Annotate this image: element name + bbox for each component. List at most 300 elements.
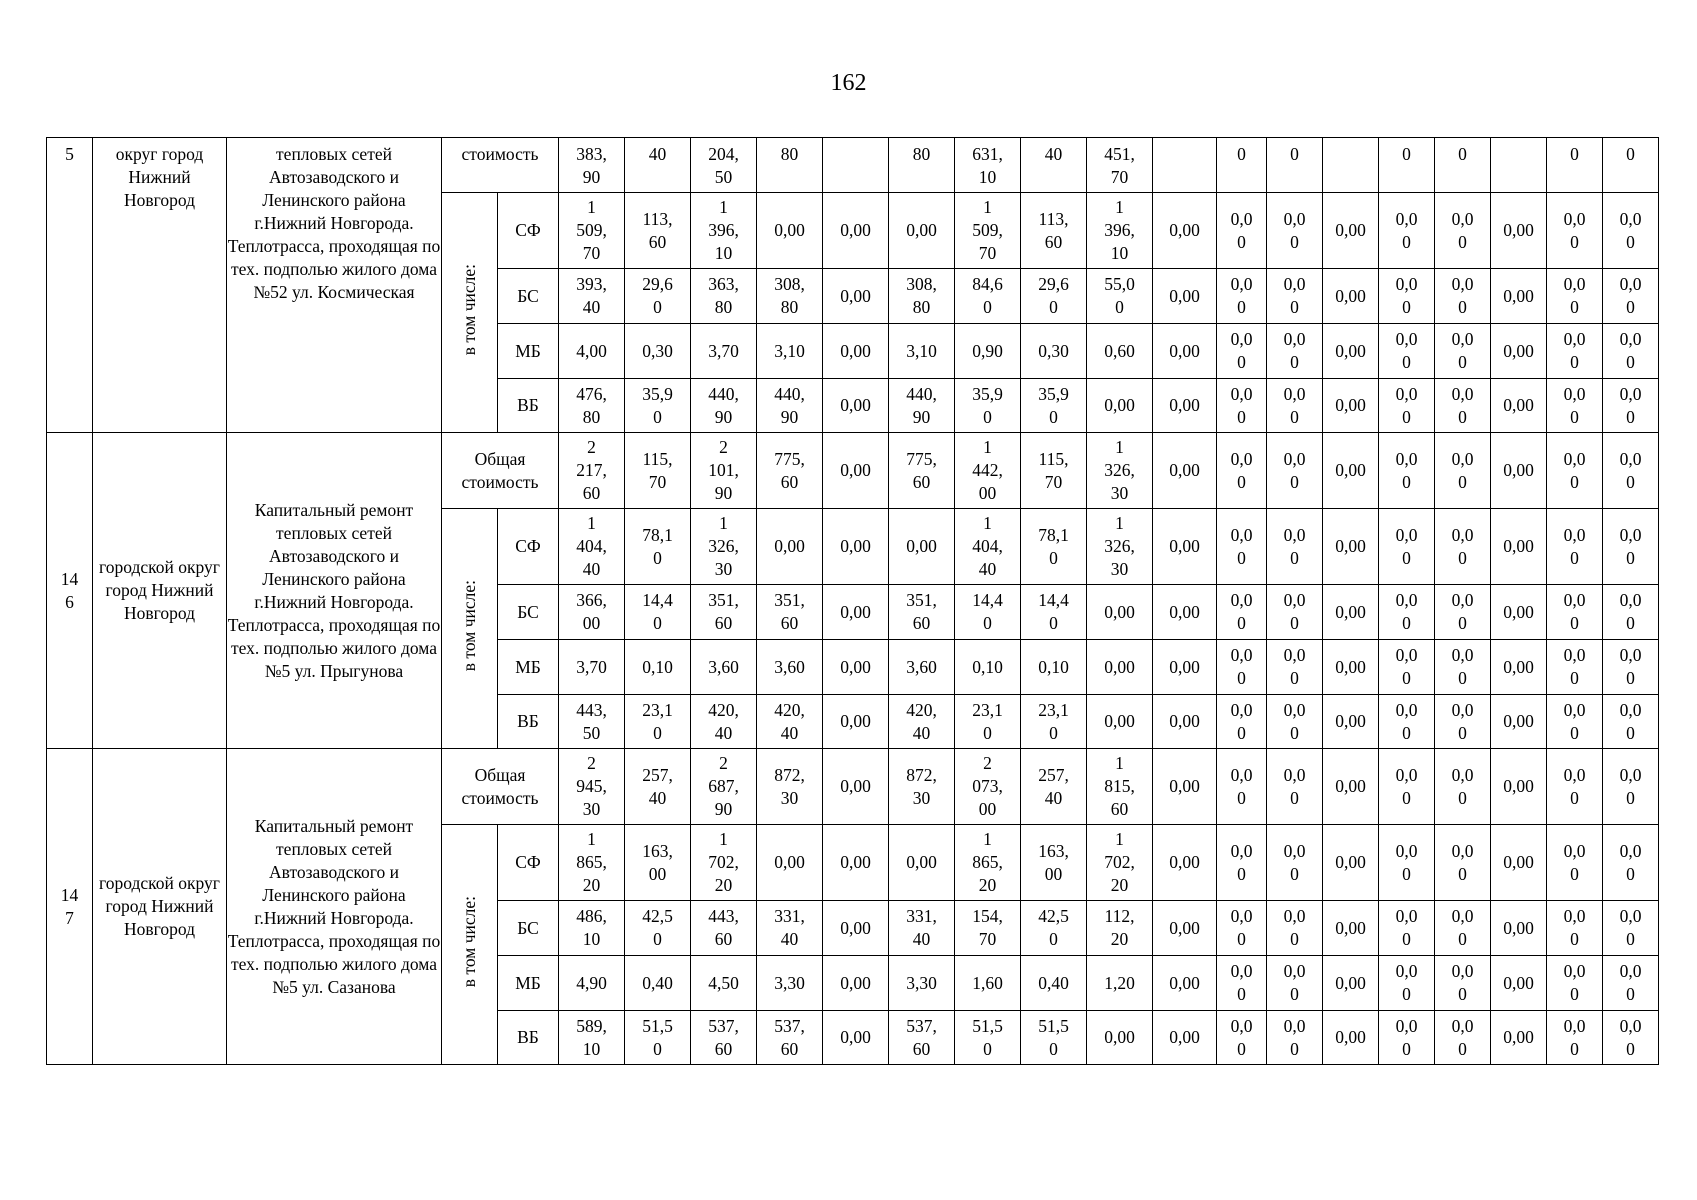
value-cell [691, 509, 757, 585]
value-cell-text: 40 [648, 144, 667, 164]
value-cell [1217, 585, 1267, 640]
value-cell [1547, 193, 1603, 269]
value-cell-text: 0,0 0 [1563, 524, 1586, 568]
value-cell-text: 0,0 0 [1619, 645, 1642, 688]
funding-source-label-text: БС [517, 601, 539, 622]
value-cell-text: 80 [912, 144, 931, 164]
value-cell-text: 0,0 0 [1563, 383, 1586, 427]
value-cell [1217, 269, 1267, 324]
value-cell [1087, 509, 1153, 585]
value-cell [1379, 509, 1435, 585]
value-cell [1021, 379, 1087, 433]
breakdown-label-cell [442, 193, 498, 433]
value-cell-text: 3,60 [708, 656, 739, 677]
value-cell-text: 51,5 0 [642, 1015, 673, 1059]
value-cell-text: 0,00 [774, 536, 805, 556]
value-cell-text: 440, 90 [708, 383, 739, 427]
value-cell [1323, 138, 1379, 193]
value-cell [559, 640, 625, 695]
funding-source-label-text: ВБ [517, 711, 539, 731]
value-cell [1379, 324, 1435, 379]
value-cell [1547, 901, 1603, 956]
value-cell-text: 3,30 [774, 972, 805, 993]
value-cell [1491, 695, 1547, 749]
value-cell [1267, 585, 1323, 640]
value-cell [559, 956, 625, 1011]
value-cell [823, 640, 889, 695]
value-cell [1267, 433, 1323, 509]
value-cell [1603, 640, 1659, 695]
total-cost-label [442, 749, 559, 825]
value-cell [1153, 825, 1217, 901]
value-cell [1491, 138, 1547, 193]
value-cell-text: 0,0 0 [1619, 699, 1642, 743]
value-cell-text: 0,00 [1335, 536, 1366, 556]
value-cell [1087, 379, 1153, 433]
value-cell-text: 23,1 0 [1038, 699, 1069, 743]
value-cell-text: 308, 80 [906, 274, 937, 317]
total-cost-label-text: Общая стоимость [461, 448, 539, 492]
value-cell-text: 0,00 [1503, 285, 1534, 306]
value-cell [691, 379, 757, 433]
value-cell-text: 0,00 [1503, 711, 1534, 731]
value-cell [1435, 324, 1491, 379]
value-cell [1323, 956, 1379, 1011]
value-cell [1547, 433, 1603, 509]
value-cell [1267, 749, 1323, 825]
value-cell [625, 269, 691, 324]
value-cell-text: 0,0 0 [1451, 208, 1474, 252]
value-cell [1087, 640, 1153, 695]
value-cell-text: 0,00 [1169, 711, 1200, 731]
value-cell-text: 0,0 0 [1619, 764, 1642, 808]
value-cell [1153, 695, 1217, 749]
value-cell-text: 4,00 [576, 340, 607, 361]
value-cell-text: 0,0 0 [1619, 524, 1642, 568]
value-cell-text: 42,5 0 [1038, 906, 1069, 949]
value-cell-text: 0,0 0 [1563, 645, 1586, 688]
value-cell-text: 1 326, 30 [1104, 513, 1135, 579]
value-cell [1217, 695, 1267, 749]
value-cell [1153, 138, 1217, 193]
value-cell [1217, 509, 1267, 585]
value-cell-text: 351, 60 [774, 590, 805, 633]
value-cell [559, 1011, 625, 1065]
municipality-cell-text: округ город Нижний Новгород [115, 144, 204, 210]
value-cell-text: 0,00 [1335, 852, 1366, 872]
funding-source-label [498, 269, 559, 324]
value-cell-text: 0,00 [1503, 776, 1534, 796]
value-cell-text: 0,0 0 [1451, 764, 1474, 808]
value-cell-text: 0,0 0 [1451, 961, 1474, 1004]
value-cell [1603, 1011, 1659, 1065]
value-cell-text: 0,0 0 [1563, 699, 1586, 743]
value-cell-text: 0,0 0 [1230, 329, 1253, 372]
value-cell [1217, 433, 1267, 509]
value-cell [1087, 433, 1153, 509]
value-cell-text: 0,0 0 [1451, 840, 1474, 884]
value-cell-text: 0,00 [840, 776, 871, 796]
value-cell [559, 509, 625, 585]
value-cell-text: 0,00 [1335, 972, 1366, 993]
value-cell-text: 486, 10 [576, 906, 607, 949]
value-cell-text: 0 [1402, 144, 1411, 164]
value-cell [625, 956, 691, 1011]
value-cell [823, 1011, 889, 1065]
value-cell-text: 3,30 [906, 972, 937, 993]
value-cell-text: 0,0 0 [1619, 329, 1642, 372]
value-cell [691, 193, 757, 269]
value-cell-text: 0,0 0 [1451, 524, 1474, 568]
value-cell-text: 0,00 [840, 220, 871, 240]
value-cell [1021, 193, 1087, 269]
value-cell-text: 383, 90 [576, 144, 607, 187]
value-cell [1217, 379, 1267, 433]
total-cost-label [442, 433, 559, 509]
municipality-cell-text: городской округ город Нижний Новгород [99, 873, 220, 939]
value-cell-text: 0,0 0 [1395, 524, 1418, 568]
value-cell-text: 0 [1290, 144, 1299, 164]
value-cell-text: 0,0 0 [1283, 524, 1306, 568]
value-cell [1435, 749, 1491, 825]
value-cell-text: 0,0 0 [1619, 274, 1642, 317]
value-cell-text: 0,0 0 [1283, 764, 1306, 808]
value-cell [1547, 324, 1603, 379]
value-cell [1021, 1011, 1087, 1065]
value-cell-text: 0,00 [1503, 656, 1534, 677]
funding-source-label-text: СФ [515, 852, 541, 872]
value-cell [1547, 956, 1603, 1011]
value-cell [1267, 379, 1323, 433]
value-cell [1379, 433, 1435, 509]
value-cell-text: 40 [1044, 144, 1063, 164]
value-cell [1435, 379, 1491, 433]
value-cell-text: 0,00 [840, 656, 871, 677]
value-cell [559, 585, 625, 640]
value-cell-text: 0,00 [1503, 972, 1534, 993]
value-cell-text: 0,0 0 [1395, 1015, 1418, 1059]
value-cell-text: 0,00 [1503, 220, 1534, 240]
value-cell [1547, 509, 1603, 585]
value-cell-text: 440, 90 [906, 383, 937, 427]
value-cell-text: 0,0 0 [1563, 1015, 1586, 1059]
value-cell [1603, 509, 1659, 585]
value-cell-text: 1 865, 20 [576, 829, 607, 895]
value-cell [1603, 825, 1659, 901]
value-cell-text: 0,0 0 [1619, 906, 1642, 949]
value-cell-text: 0,00 [840, 536, 871, 556]
value-cell [625, 901, 691, 956]
value-cell [1435, 193, 1491, 269]
value-cell [1323, 695, 1379, 749]
value-cell-text: 0,0 0 [1563, 329, 1586, 372]
table-body [47, 138, 1659, 1065]
row-number-cell-text: 5 [65, 144, 74, 164]
value-cell-text: 0,0 0 [1563, 906, 1586, 949]
value-cell-text: 0,0 0 [1563, 208, 1586, 252]
value-cell [691, 585, 757, 640]
value-cell-text: 0,0 0 [1230, 961, 1253, 1004]
funding-source-label [498, 640, 559, 695]
value-cell [1153, 1011, 1217, 1065]
value-cell [823, 695, 889, 749]
value-cell-text: 331, 40 [774, 906, 805, 949]
value-cell-text: 0,0 0 [1395, 961, 1418, 1004]
value-cell-text: 23,1 0 [972, 699, 1003, 743]
value-cell [1379, 379, 1435, 433]
value-cell-text: 1 509, 70 [576, 197, 607, 263]
value-cell-text: 631, 10 [972, 144, 1003, 187]
value-cell [955, 433, 1021, 509]
value-cell-text: 0,00 [906, 220, 937, 240]
value-cell [1153, 585, 1217, 640]
value-cell-text: 257, 40 [1038, 764, 1069, 808]
value-cell-text: 0,00 [1169, 536, 1200, 556]
value-cell-text: 0,00 [1104, 1027, 1135, 1047]
funding-source-label-text: СФ [515, 220, 541, 240]
funding-source-label [498, 825, 559, 901]
value-cell-text: 0,00 [906, 536, 937, 556]
value-cell-text: 0,0 0 [1230, 274, 1253, 317]
value-cell-text: 0,90 [972, 340, 1003, 361]
value-cell [1267, 324, 1323, 379]
value-cell [1153, 956, 1217, 1011]
value-cell [625, 1011, 691, 1065]
value-cell-text: 0,0 0 [1230, 590, 1253, 633]
value-cell [1379, 640, 1435, 695]
value-cell [1603, 695, 1659, 749]
value-cell [1217, 956, 1267, 1011]
value-cell [889, 695, 955, 749]
value-cell [889, 640, 955, 695]
value-cell [559, 901, 625, 956]
value-cell [1491, 585, 1547, 640]
value-cell-text: 2 073, 00 [972, 753, 1003, 819]
value-cell [1435, 509, 1491, 585]
value-cell-text: 1 396, 10 [1104, 197, 1135, 263]
value-cell-text: 3,60 [774, 656, 805, 677]
value-cell-text: 2 217, 60 [576, 437, 607, 503]
municipality-cell [93, 749, 227, 1065]
value-cell-text: 0,00 [840, 340, 871, 361]
value-cell-text: 0,10 [1038, 656, 1069, 677]
value-cell-text: 0,0 0 [1563, 274, 1586, 317]
value-cell-text: 351, 60 [906, 590, 937, 633]
value-cell-text: 0 [1237, 144, 1246, 164]
object-name-cell [227, 749, 442, 1065]
funding-source-label-text: СФ [515, 536, 541, 556]
value-cell-text: 1 865, 20 [972, 829, 1003, 895]
funding-source-label-text: МБ [515, 972, 541, 993]
value-cell-text: 1 404, 40 [972, 513, 1003, 579]
value-cell-text: 1,60 [972, 972, 1003, 993]
funding-source-label [498, 193, 559, 269]
value-cell [1603, 585, 1659, 640]
value-cell [1217, 138, 1267, 193]
value-cell-text: 0,0 0 [1230, 906, 1253, 949]
value-cell [1379, 901, 1435, 956]
value-cell-text: 451, 70 [1104, 144, 1135, 187]
value-cell-text: 78,1 0 [642, 524, 673, 568]
value-cell-text: 0,0 0 [1230, 840, 1253, 884]
value-cell [757, 640, 823, 695]
value-cell-text: 0 [1626, 144, 1635, 164]
value-cell-text: 0 [1458, 144, 1467, 164]
funding-source-label-text: МБ [515, 340, 541, 361]
value-cell-text: 0,0 0 [1563, 448, 1586, 492]
value-cell [823, 138, 889, 193]
value-cell [757, 825, 823, 901]
value-cell-text: 0,10 [642, 656, 673, 677]
value-cell [1491, 509, 1547, 585]
value-cell-text: 0,0 0 [1283, 329, 1306, 372]
value-cell-text: 115, 70 [1038, 448, 1069, 492]
value-cell-text: 440, 90 [774, 383, 805, 427]
value-cell-text: 35,9 0 [1038, 383, 1069, 427]
value-cell-text: 443, 60 [708, 906, 739, 949]
value-cell [1153, 901, 1217, 956]
municipality-cell [93, 433, 227, 749]
value-cell-text: 0,0 0 [1283, 840, 1306, 884]
value-cell [1491, 749, 1547, 825]
value-cell [559, 193, 625, 269]
value-cell [823, 825, 889, 901]
value-cell-text: 0,0 0 [1230, 1015, 1253, 1059]
value-cell-text: 0,00 [840, 285, 871, 306]
value-cell [1379, 585, 1435, 640]
value-cell [823, 509, 889, 585]
value-cell-text: 420, 40 [774, 699, 805, 743]
value-cell [559, 324, 625, 379]
value-cell-text: 0,0 0 [1283, 961, 1306, 1004]
value-cell-text: 0,0 0 [1395, 645, 1418, 688]
funding-source-label-text: ВБ [517, 1027, 539, 1047]
value-cell [1021, 138, 1087, 193]
value-cell-text: 0,0 0 [1395, 274, 1418, 317]
value-cell [823, 956, 889, 1011]
value-cell [1217, 901, 1267, 956]
value-cell [1267, 901, 1323, 956]
breakdown-label-text: в том числе: [459, 895, 479, 988]
value-cell [1435, 138, 1491, 193]
value-cell [1217, 640, 1267, 695]
value-cell-text: 0,0 0 [1230, 764, 1253, 808]
value-cell-text: 0,40 [642, 972, 673, 993]
value-cell-text: 0,0 0 [1451, 645, 1474, 688]
value-cell [1217, 825, 1267, 901]
object-name-cell-text: тепловых сетей Автозаводского и Ленинского района г.Нижний Новгорода. Теплотрасса, проходящая по тех. подполью жилого дома №52 ул. Космическая [227, 144, 441, 302]
value-cell-text: 0,00 [1169, 220, 1200, 240]
value-cell [1491, 433, 1547, 509]
value-cell-text: 29,6 0 [642, 274, 673, 317]
value-cell [1087, 324, 1153, 379]
value-cell-text: 0,0 0 [1619, 1015, 1642, 1059]
value-cell [1603, 901, 1659, 956]
value-cell [823, 269, 889, 324]
value-cell [955, 640, 1021, 695]
value-cell [625, 749, 691, 825]
value-cell [1267, 1011, 1323, 1065]
funding-source-label [498, 901, 559, 956]
value-cell-text: 3,10 [774, 340, 805, 361]
value-cell [955, 1011, 1021, 1065]
object-name-cell-text: Капитальный ремонт тепловых сетей Автозаводского и Ленинского района г.Нижний Новгорода. Теплотрасса, проходящая по тех. подполью жилого дома №5 ул. Сазанова [227, 815, 441, 997]
value-cell [757, 138, 823, 193]
value-cell [625, 585, 691, 640]
value-cell-text: 0,00 [1169, 460, 1200, 480]
value-cell-text: 1 509, 70 [972, 197, 1003, 263]
value-cell [1087, 749, 1153, 825]
value-cell [1323, 379, 1379, 433]
value-cell-text: 113, 60 [1038, 208, 1069, 252]
value-cell-text: 257, 40 [642, 764, 673, 808]
object-name-cell [227, 433, 442, 749]
value-cell-text: 0,0 0 [1451, 906, 1474, 949]
value-cell-text: 0,00 [1169, 776, 1200, 796]
total-row [47, 138, 1659, 193]
value-cell [1603, 379, 1659, 433]
value-cell [1323, 509, 1379, 585]
value-cell [889, 509, 955, 585]
value-cell-text: 113, 60 [642, 208, 673, 252]
value-cell-text: 0,00 [840, 460, 871, 480]
funding-source-label [498, 1011, 559, 1065]
value-cell [757, 433, 823, 509]
value-cell-text: 1 815, 60 [1104, 753, 1135, 819]
value-cell [757, 509, 823, 585]
value-cell [1323, 825, 1379, 901]
breakdown-label-text: в том числе: [459, 579, 479, 672]
value-cell [955, 695, 1021, 749]
value-cell [757, 749, 823, 825]
value-cell [691, 956, 757, 1011]
value-cell-text: 204, 50 [708, 144, 739, 187]
value-cell-text: 0,00 [1169, 917, 1200, 938]
value-cell-text: 3,10 [906, 340, 937, 361]
value-cell-text: 23,1 0 [642, 699, 673, 743]
value-cell [1021, 901, 1087, 956]
value-cell-text: 0,0 0 [1230, 383, 1253, 427]
value-cell-text: 0,0 0 [1619, 448, 1642, 492]
value-cell-text: 0,00 [1503, 917, 1534, 938]
value-cell [1435, 640, 1491, 695]
value-cell-text: 0,00 [1335, 776, 1366, 796]
value-cell-text: 2 945, 30 [576, 753, 607, 819]
value-cell [1153, 269, 1217, 324]
value-cell [1603, 324, 1659, 379]
total-cost-label-text: Общая стоимость [461, 764, 539, 808]
value-cell-text: 0,00 [1335, 340, 1366, 361]
value-cell [1547, 749, 1603, 825]
breakdown-label-text: в том числе: [459, 263, 479, 356]
value-cell-text: 0,0 0 [1283, 906, 1306, 949]
value-cell-text: 0,00 [1503, 852, 1534, 872]
value-cell-text: 0,0 0 [1395, 208, 1418, 252]
value-cell-text: 0,10 [972, 656, 1003, 677]
value-cell-text: 0,0 0 [1395, 448, 1418, 492]
value-cell-text: 0,0 0 [1283, 1015, 1306, 1059]
value-cell-text: 3,70 [576, 656, 607, 677]
value-cell [1323, 269, 1379, 324]
value-cell [1021, 433, 1087, 509]
value-cell [1153, 379, 1217, 433]
value-cell-text: 0,0 0 [1563, 961, 1586, 1004]
value-cell-text: 0,0 0 [1283, 645, 1306, 688]
value-cell-text: 0,00 [1503, 1027, 1534, 1047]
value-cell-text: 0,0 0 [1451, 590, 1474, 633]
value-cell [559, 138, 625, 193]
value-cell [691, 324, 757, 379]
